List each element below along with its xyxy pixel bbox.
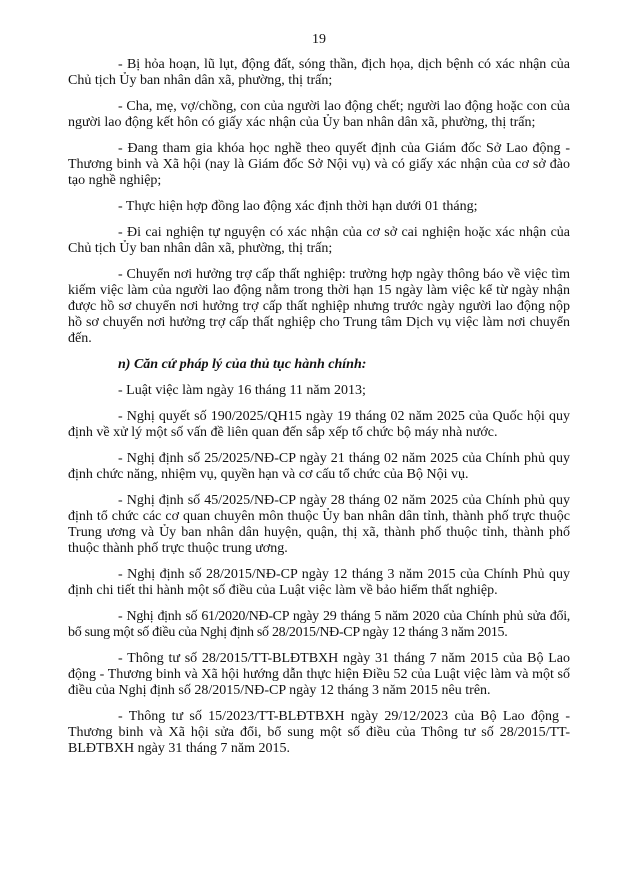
paragraph-employment-law-2013: - Luật việc làm ngày 16 tháng 11 năm 2013; bbox=[118, 383, 366, 398]
paragraph-resolution-190-2025: - Nghị quyết số 190/2025/QH15 ngày 19 tháng 02 năm 2025 của Quốc hội quy định về xử lý một số vấn đề liên quan đến sắp xếp tổ chức bộ máy nhà nước. bbox=[68, 409, 570, 440]
paragraph-transfer-benefits: - Chuyển nơi hưởng trợ cấp thất nghiệp: trường hợp ngày thông báo về việc tìm kiếm việc làm của người lao động nằm trong thời hạn 15 ngày làm việc kể từ ngày nhận được hồ sơ chuyển nơi hưởng trợ cấp thất nghiệp nhưng trước ngày người lao động nộp hồ sơ chuyển nơi hưởng trợ cấp thất nghiệp cho Trung tâm Dịch vụ việc làm nơi chuyển đến. bbox=[68, 267, 570, 346]
paragraph-family-events: - Cha, mẹ, vợ/chồng, con của người lao động chết; người lao động hoặc con của người lao động kết hôn có giấy xác nhận của Ủy ban nhân dân xã, phường, thị trấn; bbox=[68, 99, 570, 130]
paragraph-fire-flood: - Bị hỏa hoạn, lũ lụt, động đất, sóng thần, địch họa, dịch bệnh có xác nhận của Chủ tịch Ủy ban nhân dân xã, phường, thị trấn; bbox=[68, 57, 570, 88]
paragraph-short-contract: - Thực hiện hợp đồng lao động xác định thời hạn dưới 01 tháng; bbox=[118, 199, 478, 214]
section-heading-legal-basis: n) Căn cứ pháp lý của thủ tục hành chính: bbox=[118, 357, 367, 372]
page-number: 19 bbox=[312, 32, 326, 47]
paragraph-circular-15-2023: - Thông tư số 15/2023/TT-BLĐTBXH ngày 29/12/2023 của Bộ Lao động - Thương binh và Xã hội sửa đổi, bổ sung một số điều của Thông tư số 28/2015/TT-BLĐTBXH ngày 31 tháng 7 năm 2015. bbox=[68, 709, 570, 756]
paragraph-rehab: - Đi cai nghiện tự nguyện có xác nhận của cơ sở cai nghiện hoặc xác nhận của Chủ tịch Ủy ban nhân dân xã, phường, thị trấn; bbox=[68, 225, 570, 256]
paragraph-decree-45-2025: - Nghị định số 45/2025/NĐ-CP ngày 28 tháng 02 năm 2025 của Chính phủ quy định tổ chức các cơ quan chuyên môn thuộc Ủy ban nhân dân tỉnh, thành phố trực thuộc Trung ương và Ủy ban nhân dân huyện, quận, thị xã, thành phố thuộc tỉnh, thành phố thuộc thành phố trực thuộc trung ương. bbox=[68, 493, 570, 556]
paragraph-decree-61-2020: - Nghị định số 61/2020/NĐ-CP ngày 29 tháng 5 năm 2020 của Chính phủ sửa đổi, bổ sung một số điều của Nghị định số 28/2015/NĐ-CP ngày 12 tháng 3 năm 2015. bbox=[68, 609, 570, 640]
paragraph-vocational-course: - Đang tham gia khóa học nghề theo quyết định của Giám đốc Sở Lao động - Thương binh và Xã hội (nay là Giám đốc Sở Nội vụ) và có giấy xác nhận của cơ sở đào tạo nghề nghiệp; bbox=[68, 141, 570, 188]
paragraph-decree-25-2025: - Nghị định số 25/2025/NĐ-CP ngày 21 tháng 02 năm 2025 của Chính phủ quy định chức năng, nhiệm vụ, quyền hạn và cơ cấu tổ chức của Bộ Nội vụ. bbox=[68, 451, 570, 482]
paragraph-circular-28-2015: - Thông tư số 28/2015/TT-BLĐTBXH ngày 31 tháng 7 năm 2015 của Bộ Lao động - Thương binh và Xã hội hướng dẫn thực hiện Điều 52 của Luật việc làm và một số điều của Nghị định số 28/2015/NĐ-CP ngày 12 tháng 3 năm 2015 nêu trên. bbox=[68, 651, 570, 698]
paragraph-decree-28-2015: - Nghị định số 28/2015/NĐ-CP ngày 12 tháng 3 năm 2015 của Chính Phủ quy định chi tiết thi hành một số điều của Luật việc làm về bảo hiểm thất nghiệp. bbox=[68, 567, 570, 598]
